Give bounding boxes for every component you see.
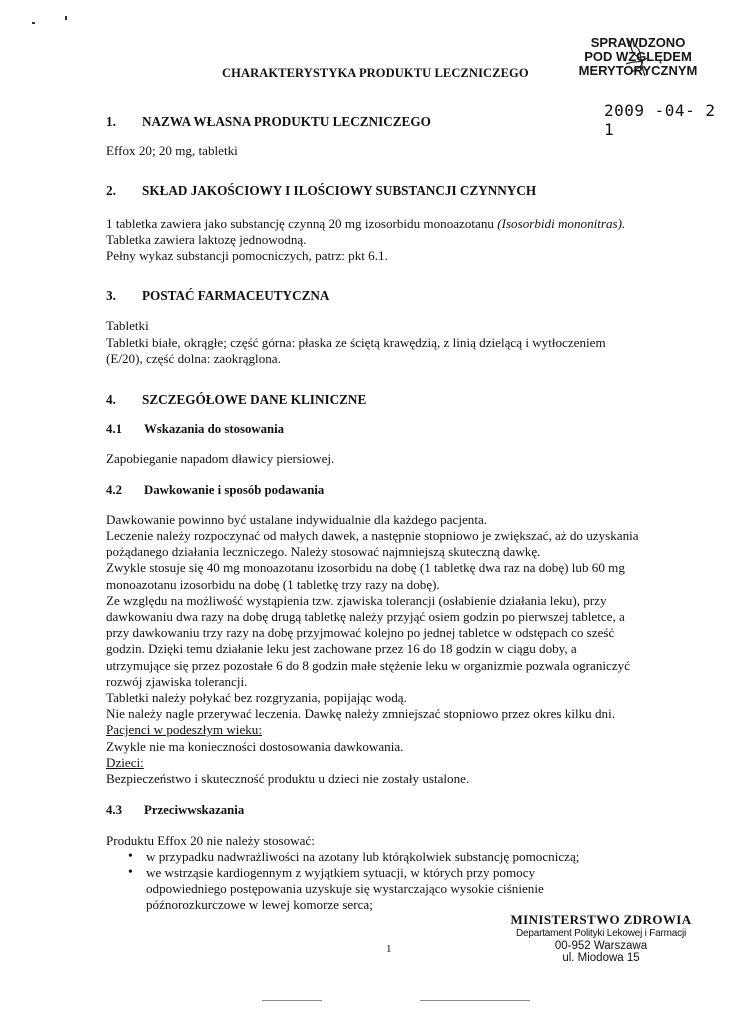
ministry-postal: 00-952 Warszawa [554,940,648,952]
section-number: 3. [106,288,116,304]
subsection-number: 4.1 [106,422,122,437]
paragraph-line: Bezpieczeństwo i skuteczność produktu u dzieci nie zostały ustalone. [106,771,470,787]
section-number: 2. [106,183,116,199]
elderly-heading: Pacjenci w podeszłym wieku: [106,722,262,738]
section-title: NAZWA WŁASNA PRODUKTU LECZNICZEGO [142,114,431,129]
ministry-department: Departament Polityki Lekowej i Farmacji [515,928,687,939]
verification-stamp [563,36,713,78]
scan-speck [32,22,35,24]
section-title: SKŁAD JAKOŚCIOWY I ILOŚCIOWY SUBSTANCJI CZYNNYCH [142,183,537,199]
subsection-title: Dawkowanie i sposób podawania [144,482,325,497]
latin-name: (Isosorbidi mononitras). [497,215,626,231]
paragraph: Effox 20; 20 mg, tabletki [106,143,238,159]
subsection-title: Wskazania do stosowania [144,422,285,437]
paragraph-line: Zwykle nie ma konieczności dostosowania dawkowania. [106,738,404,754]
paragraph-line: rozwój zjawiska tolerancji. [106,673,248,689]
paragraph-line: przy dawkowaniu trzy razy na dobę przyjmować kolejno po jednej tabletce w odstępach co sześć [106,625,615,641]
subsection-number: 4.3 [106,803,122,818]
stamp-line: POD WZGLĘDEM [584,49,692,64]
paragraph-line: pożądanego działania leczniczego. Należy stosować najmniejszą skuteczną dawkę. [106,544,541,560]
paragraph: Produktu Effox 20 nie należy stosować: [106,832,315,848]
paragraph: Tabletki białe, okrągłe; część górna: płaska ze ściętą krawędzią, z linią dzielącą i wytłoczeniem [106,334,606,350]
paragraph-line: monoazotanu izosorbidu na dobę (1 tabletkę trzy razy na dobę). [106,576,440,592]
children-heading: Dzieci: [106,754,144,770]
subsection-heading [106,802,666,818]
stamp-line: SPRAWDZONO [590,35,686,50]
scan-speck [65,16,67,20]
document-title: CHARAKTERYSTYKA PRODUKTU LECZNICZEGO [222,66,529,80]
subsection-heading [106,421,666,437]
subsection-title: Przeciwwskazania [144,803,245,818]
subsection-number: 4.2 [106,482,122,497]
paragraph-line: Tabletki należy połykać bez rozgryzania, popijając wodą. [106,690,407,706]
stamp-line: MERYTORYCZNYM [578,63,698,78]
paragraph-line: Dawkowanie powinno być ustalane indywidualnie dla każdego pacjenta. [106,511,488,527]
section-heading [106,392,666,408]
list-item: • we wstrząsie kardiogennym z wyjątkiem sytuacji, w których przy pomocy odpowiedniego postępowania uzyskuje się wystarczająco wysokie ciśnienie późnorozkurczowe w lewej komorze serca; [106,865,546,914]
section-number: 4. [106,392,116,408]
paragraph: Tabletki [106,318,149,334]
paragraph-line: utrzymujące się przez pozostałe 6 do 8 godzin małe stężenie leku w organizmie pozwala ograniczyć [106,657,631,673]
section-heading [106,183,666,199]
stamp-date: 2009 -04- 2 1 [604,101,716,139]
paragraph: (E/20), część dolna: zaokrąglona. [106,350,281,366]
ministry-stamp [486,912,716,965]
scan-line [262,1000,322,1001]
section-number: 1. [106,114,116,129]
section-heading [106,288,666,304]
section-title: SZCZEGÓŁOWE DANE KLINICZNE [142,392,367,408]
page-number: 1 [386,943,392,955]
contraindication-list [106,849,666,914]
section-heading [106,114,666,130]
subsection-heading [106,482,666,498]
paragraph-line: Nie należy nagle przerywać leczenia. Dawkę należy zmniejszać stopniowo przez okres kilku dni. [106,706,615,722]
paragraph [106,216,666,232]
paragraph: Pełny wykaz substancji pomocniczych, patrz: pkt 6.1. [106,248,388,264]
paragraph-line: Zwykle stosuje się 40 mg monoazotanu izosorbidu na dobę (1 tabletkę dwa raz na dobę) lub 60 mg [106,560,625,576]
paragraph-line: Ze względu na możliwość wystąpienia tzw. zjawiska tolerancji (osłabienie działania leku), przy [106,592,607,608]
document-body [106,114,666,914]
paragraph-line: Leczenie należy rozpoczynać od małych dawek, a następnie stopniowo je zwiększać, aż do uzyskania [106,528,639,544]
ministry-name: MINISTERSTWO ZDROWIA [510,912,692,927]
dosage-text [106,512,666,787]
ministry-street: ul. Miodowa 15 [562,952,640,964]
paragraph: Tabletka zawiera laktozę jednowodną. [106,231,307,247]
paragraph-line: godzin. Dzięki temu działanie leku jest zachowane przez 16 do 18 godzin w ciągu doby, a [106,641,577,657]
scan-line [420,1000,530,1001]
section-title: POSTAĆ FARMACEUTYCZNA [142,288,330,304]
text-run: 1 tabletka zawiera jako substancję czynną 20 mg izosorbidu monoazotanu [106,215,498,231]
paragraph-line: dawkowaniu dwa razy na dobę drugą tabletkę należy przyjąć osiem godzin po pierwszej tabletce, a [106,609,625,625]
list-item: • w przypadku nadwrażliwości na azotany lub którąkolwiek substancję pomocniczą; [106,849,666,865]
paragraph: Zapobieganie napadom dławicy piersiowej. [106,451,335,467]
